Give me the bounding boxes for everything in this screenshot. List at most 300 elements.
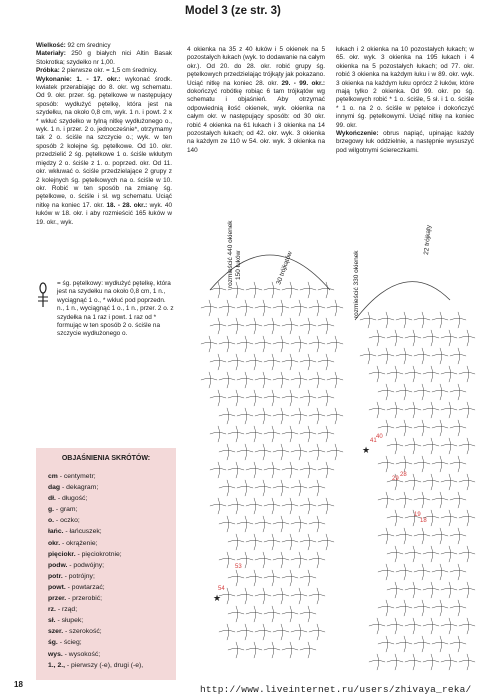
stitch-mark <box>414 348 430 364</box>
stitch-mark <box>459 330 475 346</box>
stitch-mark <box>255 588 271 604</box>
row-number: 41 <box>370 438 377 444</box>
abbr-meaning: - długość; <box>55 495 88 503</box>
stitch-mark <box>246 390 262 406</box>
stitch-mark <box>327 300 343 316</box>
stitch-mark <box>432 420 448 436</box>
stitch-mark <box>255 408 271 424</box>
abbr-term: powt. <box>48 583 66 591</box>
stitch-mark <box>432 564 448 580</box>
stitch-mark <box>201 336 217 352</box>
abbr-meaning: - potrójny; <box>62 572 95 580</box>
stitch-mark <box>414 312 430 328</box>
stitch-mark <box>396 492 412 508</box>
stitch-mark <box>273 588 289 604</box>
stitch-mark <box>282 354 298 370</box>
paragraph-text: dokończyć robótkę robiąc 6 tam trójkątów wg schematu i objaśnień. Aby otrzymać odpowiednią ilość okienek, wyk. okienka na całym okr. w następujący sposób: od 30 okr. robić 4 okienka na 61 łukach i 3 okienka na 14 pozostałych łukach; od 42. okr. wyk. 3 okienka na każdym ze 110 w 54. okr. wyk. 3 okienka na 140 <box>187 88 325 154</box>
stitch-mark <box>423 366 439 382</box>
stitch-mark <box>387 438 403 454</box>
stitch-mark <box>387 582 403 598</box>
stitch-mark <box>360 312 376 328</box>
abbr-term: pięciokr. <box>48 550 76 558</box>
stitch-mark <box>405 330 421 346</box>
stitch-mark <box>387 366 403 382</box>
stitch-mark <box>246 318 262 334</box>
stitch-mark <box>423 582 439 598</box>
stitch-mark <box>459 618 475 634</box>
stitch-mark <box>318 282 334 298</box>
stitch-mark <box>273 516 289 532</box>
abbr-term: potr. <box>48 572 63 580</box>
stitch-mark <box>246 426 262 442</box>
paragraph-label: Próbka: <box>36 67 60 75</box>
stitch-mark <box>327 336 343 352</box>
stitch-mark <box>282 498 298 514</box>
stitch-mark <box>309 444 325 460</box>
stitch-mark <box>273 480 289 496</box>
list-item <box>48 593 172 604</box>
paragraph <box>36 42 172 50</box>
stitch-mark <box>291 552 307 568</box>
stitch-mark <box>237 300 253 316</box>
stitch-mark <box>450 564 466 580</box>
abbr-term: łańc. <box>48 528 64 536</box>
stitch-mark <box>291 480 307 496</box>
stitch-mark <box>246 498 262 514</box>
stitch-mark <box>228 354 244 370</box>
paragraph <box>36 50 172 67</box>
stitch-mark <box>450 492 466 508</box>
stitch-mark <box>414 564 430 580</box>
stitch-mark <box>237 624 253 640</box>
stitch-mark <box>396 600 412 616</box>
stitch-mark <box>405 654 421 670</box>
stitch-mark <box>318 462 334 478</box>
instructions-column-3 <box>336 46 474 155</box>
stitch-mark <box>201 300 217 316</box>
abbr-meaning: - łańcuszek; <box>63 528 102 536</box>
stitch-mark <box>309 588 325 604</box>
stitch-mark <box>273 444 289 460</box>
stitch-mark <box>369 330 385 346</box>
stitch-legend <box>36 280 174 339</box>
stitch-mark <box>300 318 316 334</box>
stitch-mark <box>300 462 316 478</box>
start-star-icon: ★ <box>213 594 222 604</box>
stitch-mark <box>450 312 466 328</box>
stitch-mark <box>459 546 475 562</box>
stitch-mark <box>255 480 271 496</box>
stitch-mark <box>378 456 394 472</box>
abbr-meaning: - pięciokrotnie; <box>75 550 122 558</box>
stitch-mark <box>282 570 298 586</box>
stitch-mark <box>318 354 334 370</box>
stitch-mark <box>264 462 280 478</box>
stitch-mark <box>396 312 412 328</box>
stitch-mark <box>264 498 280 514</box>
outline-arcs <box>210 255 450 320</box>
stitch-mark <box>387 510 403 526</box>
stitch-mark <box>441 618 457 634</box>
stitch-mark <box>255 624 271 640</box>
stitch-mark <box>432 312 448 328</box>
paragraph <box>36 67 172 75</box>
stitch-mark <box>282 642 298 658</box>
stitch-mark <box>264 426 280 442</box>
stitch-mark <box>291 372 307 388</box>
stitch-mark <box>441 366 457 382</box>
stitch-mark <box>237 480 253 496</box>
stitch-mark <box>450 636 466 652</box>
row-number: 40 <box>376 434 383 440</box>
abbr-meaning: - dekagram; <box>60 484 99 492</box>
stitch-mark <box>414 600 430 616</box>
stitch-mark <box>246 354 262 370</box>
stitch-mark <box>291 336 307 352</box>
stitch-mark <box>246 642 262 658</box>
stitch-mark <box>396 528 412 544</box>
stitch-mark <box>318 390 334 406</box>
stitch-mark <box>450 420 466 436</box>
abbr-term: przer. <box>48 595 67 603</box>
row-number: 28 <box>400 472 407 478</box>
stitch-mark <box>432 384 448 400</box>
abbr-meaning: - ścieg; <box>57 639 82 647</box>
stitch-mark <box>318 498 334 514</box>
stitch-mark <box>201 372 217 388</box>
stitch-mark <box>228 426 244 442</box>
stitch-mark <box>432 348 448 364</box>
abbr-meaning: - gram; <box>54 506 78 514</box>
paragraph-label: Wykonanie: 1. - 17. okr.: <box>36 75 121 83</box>
stitch-mark <box>282 462 298 478</box>
stitch-mark <box>237 372 253 388</box>
abbr-meaning: - okrążenie; <box>60 539 98 547</box>
stitch-mark <box>273 336 289 352</box>
stitch-mark <box>378 636 394 652</box>
paragraph <box>336 46 474 130</box>
stitch-mark <box>459 474 475 490</box>
stitch-mark <box>255 300 271 316</box>
abbr-term: podw. <box>48 561 68 569</box>
abbr-meaning: - wysokość; <box>62 650 101 658</box>
stitch-mark <box>264 570 280 586</box>
stitch-mark <box>369 366 385 382</box>
stitch-mark <box>210 318 226 334</box>
list-item <box>48 526 172 537</box>
paragraph <box>187 46 325 155</box>
stitch-mark <box>300 426 316 442</box>
stitch-mark <box>378 528 394 544</box>
crochet-chart <box>180 180 480 680</box>
list-item <box>48 549 172 560</box>
stitch-mark <box>432 528 448 544</box>
stitch-mark <box>219 336 235 352</box>
stitch-mark <box>309 552 325 568</box>
list-item <box>48 515 172 526</box>
paragraph-text: 4 okienka na 35 z 40 łuków i 5 okienek na 5 pozostałych łukach (wyk. to dodawanie na całym okr.). Od 20. do 28. okr. robić grupy śg. pętelkowych przedzielając trójkąty jak pokazano. Uciąć nitkę na koniec 28. okr. <box>187 46 325 87</box>
stitch-mark <box>441 510 457 526</box>
paragraph <box>36 76 172 227</box>
abbr-meaning: - pierwszy (-e), drugi (-e), <box>65 661 144 669</box>
list-item <box>48 538 172 549</box>
stitch-mark <box>318 318 334 334</box>
stitch-mark <box>405 546 421 562</box>
stitch-mark <box>396 564 412 580</box>
stitch-mark <box>414 492 430 508</box>
list-item <box>48 582 172 593</box>
stitch-mark <box>210 426 226 442</box>
stitch-mark <box>450 384 466 400</box>
instructions-column-1 <box>36 42 172 227</box>
abbreviations-heading: OBJAŚNIENIA SKRÓTÓW: <box>61 455 151 462</box>
row-number: 29 <box>392 476 399 482</box>
abbr-term: dag <box>48 484 61 492</box>
list-item <box>48 571 172 582</box>
stitch-mark <box>450 456 466 472</box>
stitch-mark <box>327 408 343 424</box>
stitch-mark <box>459 438 475 454</box>
stitch-mark <box>318 534 334 550</box>
abbreviations-list <box>48 471 172 671</box>
stitch-mark <box>441 438 457 454</box>
stitch-mark <box>246 462 262 478</box>
stitch-mark <box>255 372 271 388</box>
stitch-mark <box>387 402 403 418</box>
list-item <box>48 482 172 493</box>
stitch-mark <box>273 624 289 640</box>
stitch-mark <box>264 354 280 370</box>
stitch-mark <box>255 552 271 568</box>
stitch-mark <box>273 408 289 424</box>
stitch-mark <box>210 354 226 370</box>
stitch-mark <box>414 420 430 436</box>
stitch-mark <box>291 444 307 460</box>
stitch-mark <box>387 654 403 670</box>
stitch-mark <box>273 372 289 388</box>
stitch-mark <box>423 546 439 562</box>
stitch-mark <box>432 492 448 508</box>
stitch-mark <box>210 390 226 406</box>
stitch-mark <box>255 516 271 532</box>
stitch-mark <box>255 444 271 460</box>
stitch-mark <box>405 402 421 418</box>
stitch-mark <box>327 372 343 388</box>
row-number: 53 <box>235 564 242 570</box>
label-right-triangles: 22 trójkąty <box>423 224 433 256</box>
stitch-mark <box>246 534 262 550</box>
paragraph-label: Materiały: <box>36 50 66 58</box>
stitch-mark <box>378 348 394 364</box>
stitch-mark <box>219 408 235 424</box>
paragraph-label: 18. - 28. okr.: <box>106 201 148 209</box>
stitch-mark <box>237 516 253 532</box>
abbr-meaning: - przerobić; <box>66 595 103 603</box>
stitch-mark <box>441 546 457 562</box>
stitch-mark <box>459 582 475 598</box>
paragraph-text: wyk. 40 łuków w 18. okr. i aby rozmieścić 165 łuków w 19. okr., wyk. <box>36 201 173 226</box>
footer-url: http://www.liveinternet.ru/users/zhivaya_reka/ <box>200 684 472 695</box>
page-number: 18 <box>14 680 23 689</box>
paragraph-text: 92 cm średnicy <box>65 42 111 49</box>
start-star-icon: ★ <box>362 446 371 456</box>
stitch-mark <box>423 438 439 454</box>
stitch-mark <box>300 534 316 550</box>
stitch-mark <box>255 336 271 352</box>
stitch-mark <box>210 498 226 514</box>
stitch-mark <box>309 300 325 316</box>
stitch-mark <box>219 444 235 460</box>
abbr-meaning: - rząd; <box>55 606 78 614</box>
stitch-mark <box>237 408 253 424</box>
stitch-mark <box>210 462 226 478</box>
stitch-mark <box>282 318 298 334</box>
stitch-mark <box>246 282 262 298</box>
abbr-meaning: - słupek; <box>55 617 84 625</box>
stitch-mark <box>396 636 412 652</box>
stitch-mark <box>309 516 325 532</box>
abbr-term: rz. <box>48 606 56 614</box>
stitch-mark <box>459 654 475 670</box>
abbr-term: śg. <box>48 639 58 647</box>
stitch-mark <box>309 372 325 388</box>
stitch-mark <box>396 384 412 400</box>
stitch-mark <box>387 546 403 562</box>
stitch-mark <box>441 474 457 490</box>
abbr-meaning: - szerokość; <box>63 628 102 636</box>
stitch-mark <box>405 366 421 382</box>
stitch-mark <box>369 402 385 418</box>
paragraph-label: Wykończenie: <box>336 130 379 138</box>
list-item <box>48 504 172 515</box>
list-item <box>48 493 172 504</box>
stitch-mark <box>423 474 439 490</box>
stitch-mark <box>378 312 394 328</box>
stitch-mark <box>441 402 457 418</box>
stitch-mark <box>441 582 457 598</box>
stitch-mark <box>432 636 448 652</box>
stitch-mark <box>378 564 394 580</box>
stitch-mark <box>300 282 316 298</box>
list-item <box>48 660 172 671</box>
stitch-mark <box>459 510 475 526</box>
stitch-mark <box>300 390 316 406</box>
stitch-mark <box>378 384 394 400</box>
stitch-mark <box>318 426 334 442</box>
left-net-section <box>201 282 343 658</box>
list-item <box>48 615 172 626</box>
abbr-meaning: - centymetr; <box>57 473 96 480</box>
paragraph-text: wykonać środk. kwiatek przerabiając do 8. okr. wg schematu. Od 9. okr. przer. śg. pętelkowe w następujący sposób: wydłużyć pętelkę, która jest na szydełku, na około 0,8 cm, wyk. 1 n. i powt. 2 x * wkłuć szydełko w tylną nitkę wydłużonego o., wyk. 1 n. i przer. 2 o. jednocześnie*, otrzymamy tak 2 o. ściśle na szczycie o.; wyk. w ten sposób 2 kolejne śg. pętelkowe. Od 10. okr. przedzielić 2 śg. pętelkowe 1 o. ściśle wkłutym między 2 o. ściśle z 1. o. poprzed. okr. Od 11. okr. wkłuwać o. ściśle przedzielające 2 grupy z 2 kolejnych śg. pętelkowych na o. ściśle w 10. okr. Robić w ten sposób na zmianę śg. pętelkowe, o. ściśle i sł. wg schematu. Uciąć nitkę na koniec 17. okr. <box>36 75 172 209</box>
stitch-mark <box>405 438 421 454</box>
stitch-mark <box>264 390 280 406</box>
abbr-term: wys. <box>48 650 63 658</box>
stitch-mark <box>273 300 289 316</box>
stitch-mark <box>282 426 298 442</box>
abbr-term: o. <box>48 517 55 525</box>
stitch-mark <box>246 570 262 586</box>
stitch-mark <box>264 534 280 550</box>
stitch-mark <box>228 642 244 658</box>
stitch-mark <box>450 348 466 364</box>
stitch-mark <box>450 528 466 544</box>
stitch-mark <box>432 600 448 616</box>
stitch-mark <box>228 606 244 622</box>
paragraph-text: 2 pierwsze okr. = 1,5 cm średnicy. <box>59 67 158 75</box>
abbr-term: g. <box>48 506 55 514</box>
paragraph-label: Wielkość: <box>36 42 66 49</box>
abbr-term: okr. <box>48 539 61 547</box>
abbr-term: szer. <box>48 628 64 636</box>
stitch-mark <box>228 534 244 550</box>
abbr-meaning: - oczko; <box>54 517 80 525</box>
stitch-mark <box>300 570 316 586</box>
stitch-mark <box>441 654 457 670</box>
paragraph-text: obrus napiąć, upinając każdy brzegowy łuk oddzielnie, a następnie wysuszyć pod wilgotnymi ściereczkami. <box>336 130 474 154</box>
stitch-mark <box>369 618 385 634</box>
page-title: Model 3 (ze str. 3) <box>185 5 281 17</box>
stitch-mark <box>291 588 307 604</box>
stitch-mark <box>291 624 307 640</box>
stitch-mark <box>219 624 235 640</box>
paragraph <box>336 130 474 155</box>
stitch-mark <box>405 618 421 634</box>
stitch-mark <box>264 606 280 622</box>
stitch-mark <box>300 498 316 514</box>
label-right-windows: rozmieścić 330 okienek <box>353 250 360 318</box>
stitch-mark <box>237 336 253 352</box>
row-number: 54 <box>218 586 225 592</box>
list-item <box>48 560 172 571</box>
abbr-meaning: - podwójny; <box>67 561 105 569</box>
stitch-mark <box>378 492 394 508</box>
stitch-mark <box>219 480 235 496</box>
label-left-arcs: 150 łuków <box>235 250 242 280</box>
right-net-section <box>360 312 475 670</box>
stitch-mark <box>282 606 298 622</box>
stitch-mark <box>327 444 343 460</box>
stitch-mark <box>246 606 262 622</box>
stitch-mark <box>219 552 235 568</box>
stitch-mark <box>387 618 403 634</box>
stitch-mark <box>423 330 439 346</box>
stitch-mark <box>291 300 307 316</box>
abbr-term: sł. <box>48 617 56 625</box>
list-item <box>48 604 172 615</box>
stitch-mark <box>264 642 280 658</box>
stitch-mark <box>309 408 325 424</box>
stitch-mark <box>378 600 394 616</box>
stitch-mark <box>219 372 235 388</box>
arc-top-right <box>355 282 450 320</box>
stitch-mark <box>309 336 325 352</box>
stitch-mark <box>300 354 316 370</box>
stitch-mark <box>300 606 316 622</box>
paragraph-text: łukach i 2 okienka na 10 pozostałych łukach; w 65. okr. wyk. 3 okienka na 195 łukach i 4 okienka na 5 pozostałych łukach; od 77. okr. robić 3 okienka na każdym łuku i w 89. okr. wyk. 3 okienka na każdym łuku oprócz 2 łuków, które mają tylko 2 okienka. Od 99. okr. po śg. pętelkowych robić * 1 o. ściśle, 5 sł. i 1 o. ściśle * 1 o. na 2 o. ściśle w pętelce i dokończyć innymi śg. pętelkowymi. Uciąć nitkę na koniec 99. okr. <box>336 46 474 129</box>
stitch-mark <box>300 642 316 658</box>
abbreviations-box <box>36 448 176 680</box>
stitch-mark <box>228 462 244 478</box>
stitch-mark <box>441 330 457 346</box>
stitch-mark <box>396 420 412 436</box>
stitch-mark <box>309 480 325 496</box>
stitch-mark <box>396 348 412 364</box>
stitch-mark <box>396 456 412 472</box>
stitch-mark <box>282 390 298 406</box>
list-item <box>48 637 172 648</box>
stitch-mark <box>360 348 376 364</box>
stitch-mark <box>432 456 448 472</box>
